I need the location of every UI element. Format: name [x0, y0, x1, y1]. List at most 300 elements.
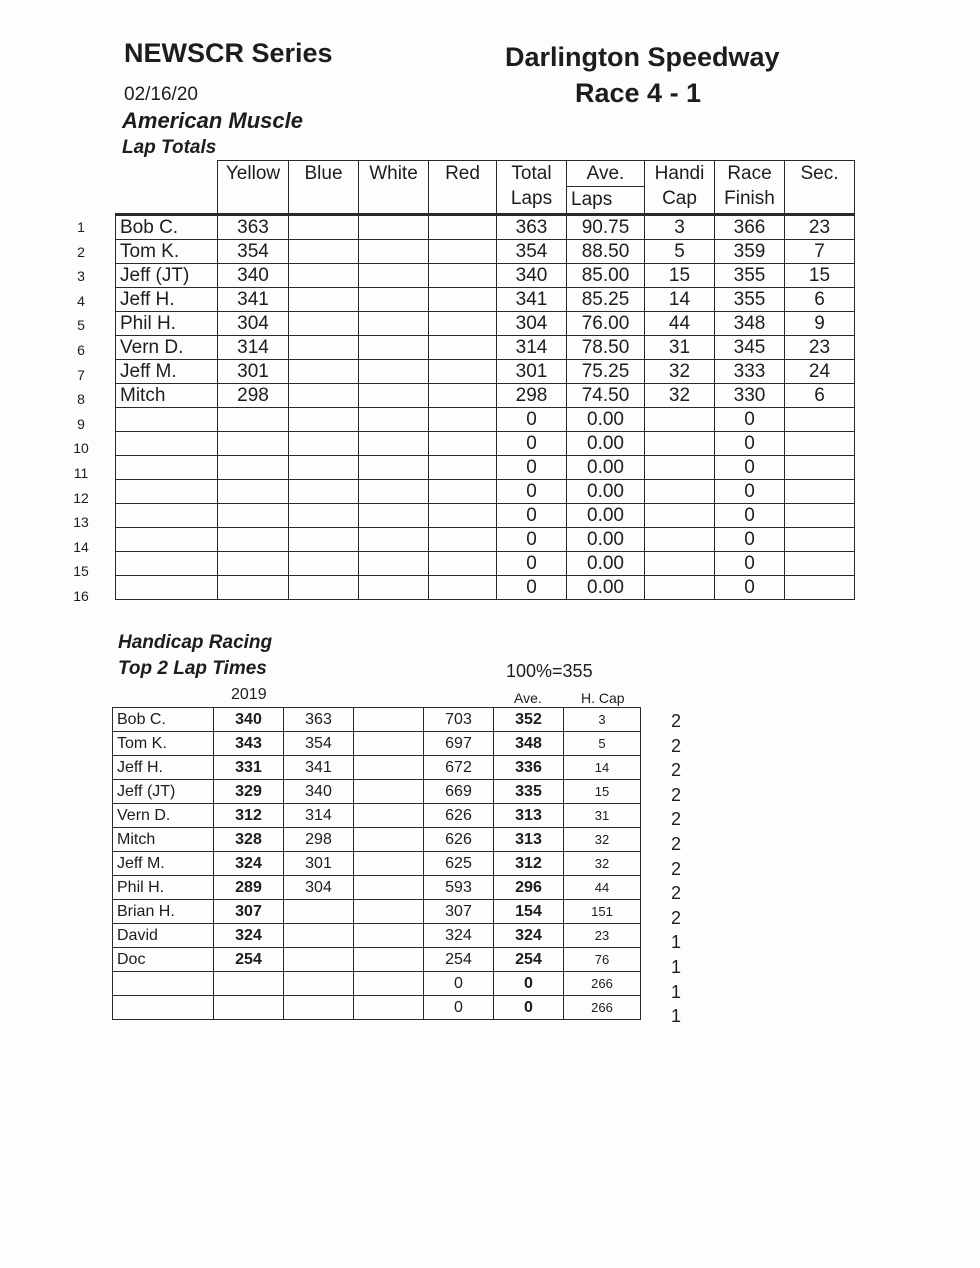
table-cell: 366 — [715, 215, 785, 240]
column-header-line1: Ave. — [586, 163, 625, 184]
table-cell — [289, 312, 359, 336]
table-cell: 0.00 — [567, 576, 645, 600]
table-cell — [359, 480, 429, 504]
row-number: 9 — [77, 415, 85, 432]
table-cell: 78.50 — [567, 336, 645, 360]
table-cell: 314 — [497, 336, 567, 360]
table-cell — [354, 876, 424, 900]
table-cell: 298 — [497, 384, 567, 408]
column-header — [567, 161, 645, 215]
column-header-line1: Blue — [304, 163, 343, 184]
table-cell: 0 — [497, 480, 567, 504]
table-cell: 304 — [284, 876, 354, 900]
driver-name: Tom K. — [116, 240, 218, 264]
table-cell — [429, 312, 497, 336]
table-cell: 626 — [424, 804, 494, 828]
table-cell — [645, 552, 715, 576]
table-cell — [429, 384, 497, 408]
series-title: NEWSCR Series — [124, 38, 333, 68]
row-number: 16 — [73, 587, 89, 604]
table-cell — [785, 456, 855, 480]
table-cell — [429, 504, 497, 528]
table-cell: 324 — [214, 852, 284, 876]
table-cell: 24 — [785, 360, 855, 384]
row-numbers — [68, 216, 94, 610]
column-header — [645, 161, 715, 215]
race-count: 2 — [670, 809, 681, 830]
table-cell — [289, 576, 359, 600]
table-cell: 0.00 — [567, 504, 645, 528]
column-header-line2: Laps — [567, 186, 644, 212]
race-count: 2 — [670, 858, 681, 879]
table-cell: 329 — [214, 780, 284, 804]
column-header — [497, 161, 567, 215]
table-cell: 5 — [645, 240, 715, 264]
table-cell: 298 — [218, 384, 289, 408]
table-cell: 354 — [284, 732, 354, 756]
table-cell — [214, 996, 284, 1020]
table-cell: 340 — [284, 780, 354, 804]
table-row — [116, 264, 855, 288]
race-count: 2 — [670, 907, 681, 928]
table-cell: 298 — [284, 828, 354, 852]
table-cell: 32 — [645, 360, 715, 384]
table-row — [116, 408, 855, 432]
table-cell: 333 — [715, 360, 785, 384]
table-cell: 312 — [214, 804, 284, 828]
table-cell — [429, 552, 497, 576]
table-cell — [359, 408, 429, 432]
race-count: 2 — [670, 711, 681, 731]
table-cell — [429, 215, 497, 240]
table-cell — [645, 504, 715, 528]
table-cell: 314 — [284, 804, 354, 828]
top-two-title: Top 2 Lap Times — [118, 658, 267, 679]
driver-name: Jeff (JT) — [116, 264, 218, 288]
table-cell: 254 — [424, 948, 494, 972]
table-cell — [354, 948, 424, 972]
table-cell: 312 — [494, 852, 564, 876]
race-number: Race 4 - 1 — [575, 78, 702, 108]
driver-name: Bob C. — [113, 708, 214, 732]
table-cell — [289, 504, 359, 528]
table-cell — [429, 528, 497, 552]
table-row — [116, 528, 855, 552]
table-cell: 0 — [497, 432, 567, 456]
class-name: American Muscle — [122, 108, 303, 133]
table-cell: 313 — [494, 804, 564, 828]
table-cell: 75.25 — [567, 360, 645, 384]
table-cell: 154 — [494, 900, 564, 924]
table-cell: 9 — [785, 312, 855, 336]
driver-name — [116, 432, 218, 456]
table-cell: 307 — [214, 900, 284, 924]
table-cell — [214, 972, 284, 996]
table-cell — [218, 576, 289, 600]
column-header — [359, 161, 429, 215]
column-header-line2: Cap — [662, 188, 697, 209]
table-cell: 31 — [645, 336, 715, 360]
table-cell — [354, 756, 424, 780]
column-header — [429, 161, 497, 215]
table-cell — [359, 504, 429, 528]
table-row — [116, 240, 855, 264]
table-cell — [429, 408, 497, 432]
table-row — [116, 215, 855, 240]
table-cell — [218, 432, 289, 456]
table-cell: 328 — [214, 828, 284, 852]
column-header-line2: Finish — [724, 188, 775, 209]
table-cell: 32 — [564, 828, 641, 852]
race-counts — [664, 709, 688, 1029]
table-cell — [289, 336, 359, 360]
table-row — [116, 336, 855, 360]
driver-name — [113, 972, 214, 996]
table-cell: 0.00 — [567, 528, 645, 552]
table-cell: 0 — [715, 456, 785, 480]
table-cell — [429, 360, 497, 384]
hcap-label: H. Cap — [581, 690, 625, 706]
driver-name — [113, 996, 214, 1020]
table-cell: 0 — [497, 528, 567, 552]
table-cell — [354, 924, 424, 948]
column-header-line1: Yellow — [225, 163, 281, 184]
row-number: 4 — [77, 292, 85, 309]
row-number: 11 — [73, 464, 89, 481]
table-cell — [289, 215, 359, 240]
table-cell: 324 — [494, 924, 564, 948]
table-cell: 354 — [218, 240, 289, 264]
column-header-line1: Race — [727, 163, 772, 184]
table-cell: 266 — [564, 996, 641, 1020]
driver-name: Jeff (JT) — [113, 780, 214, 804]
table-cell: 23 — [785, 215, 855, 240]
driver-name: David — [113, 924, 214, 948]
table-row — [116, 456, 855, 480]
table-cell: 341 — [218, 288, 289, 312]
table-cell — [429, 240, 497, 264]
column-header — [715, 161, 785, 215]
table-cell: 254 — [214, 948, 284, 972]
race-count: 2 — [670, 883, 681, 904]
table-cell: 3 — [564, 708, 641, 732]
table-cell — [785, 504, 855, 528]
table-cell: 0 — [497, 504, 567, 528]
table-cell — [354, 828, 424, 852]
table-cell — [359, 336, 429, 360]
table-cell: 0 — [715, 480, 785, 504]
column-header — [785, 161, 855, 215]
table-cell — [645, 528, 715, 552]
table-row — [116, 432, 855, 456]
table-cell — [289, 528, 359, 552]
table-row — [116, 360, 855, 384]
table-cell: 313 — [494, 828, 564, 852]
table-cell: 296 — [494, 876, 564, 900]
table-cell — [354, 972, 424, 996]
column-header — [289, 161, 359, 215]
table-cell: 304 — [218, 312, 289, 336]
table-cell — [218, 528, 289, 552]
race-count: 1 — [670, 956, 681, 977]
table-cell: 0 — [424, 996, 494, 1020]
table-row — [113, 900, 641, 924]
table-cell — [354, 708, 424, 732]
driver-name — [116, 528, 218, 552]
table-cell: 0.00 — [567, 408, 645, 432]
row-number: 6 — [77, 341, 85, 358]
driver-name: Jeff M. — [113, 852, 214, 876]
table-cell: 697 — [424, 732, 494, 756]
table-cell — [359, 360, 429, 384]
race-count: 2 — [670, 760, 681, 781]
row-number: 5 — [77, 317, 85, 334]
row-number: 7 — [77, 366, 85, 383]
lap-totals-title: Lap Totals — [122, 137, 217, 158]
handicap-title: Handicap Racing — [118, 632, 273, 653]
table-cell — [354, 804, 424, 828]
table-cell: 625 — [424, 852, 494, 876]
driver-name: Phil H. — [113, 876, 214, 900]
table-row — [113, 996, 641, 1020]
table-cell: 626 — [424, 828, 494, 852]
driver-name: Mitch — [113, 828, 214, 852]
table-cell: 44 — [645, 312, 715, 336]
table-cell: 355 — [715, 264, 785, 288]
table-cell — [785, 528, 855, 552]
table-cell: 340 — [497, 264, 567, 288]
table-cell: 330 — [715, 384, 785, 408]
lap-totals-table — [115, 160, 855, 600]
table-cell — [429, 456, 497, 480]
column-header-line1: Red — [445, 163, 480, 184]
table-cell — [289, 456, 359, 480]
table-cell — [354, 900, 424, 924]
table-cell: 14 — [564, 756, 641, 780]
table-cell: 0 — [715, 408, 785, 432]
table-cell — [645, 456, 715, 480]
table-cell — [218, 408, 289, 432]
column-header-line1: Total — [511, 163, 552, 184]
driver-name: Bob C. — [116, 215, 218, 240]
race-count: 1 — [670, 981, 681, 1002]
table-cell: 354 — [497, 240, 567, 264]
table-cell: 289 — [214, 876, 284, 900]
table-cell — [429, 576, 497, 600]
table-cell: 85.25 — [567, 288, 645, 312]
table-cell: 0.00 — [567, 456, 645, 480]
table-cell: 355 — [715, 288, 785, 312]
table-cell — [289, 552, 359, 576]
row-number: 15 — [73, 563, 89, 580]
table-cell: 669 — [424, 780, 494, 804]
table-cell: 363 — [218, 215, 289, 240]
row-number: 14 — [73, 538, 89, 555]
table-cell: 0 — [715, 432, 785, 456]
table-cell: 341 — [497, 288, 567, 312]
table-cell: 32 — [645, 384, 715, 408]
race-count: 1 — [670, 1006, 681, 1027]
table-row — [116, 504, 855, 528]
handicap-table — [112, 707, 641, 1020]
table-cell: 0 — [715, 528, 785, 552]
table-cell — [354, 732, 424, 756]
table-row — [116, 288, 855, 312]
table-cell: 0 — [715, 576, 785, 600]
table-cell — [359, 552, 429, 576]
race-count: 1 — [670, 932, 681, 953]
driver-name — [116, 456, 218, 480]
table-cell — [289, 240, 359, 264]
table-cell — [359, 576, 429, 600]
table-cell: 266 — [564, 972, 641, 996]
table-cell — [289, 384, 359, 408]
table-cell — [359, 456, 429, 480]
table-row — [116, 384, 855, 408]
table-row — [116, 552, 855, 576]
table-cell — [354, 852, 424, 876]
table-cell: 0 — [494, 996, 564, 1020]
table-cell — [359, 384, 429, 408]
table-cell: 5 — [564, 732, 641, 756]
table-cell: 85.00 — [567, 264, 645, 288]
row-number: 10 — [73, 440, 89, 457]
table-cell: 0 — [715, 504, 785, 528]
table-cell: 76 — [564, 948, 641, 972]
table-cell: 331 — [214, 756, 284, 780]
table-row — [116, 576, 855, 600]
table-cell: 336 — [494, 756, 564, 780]
table-cell: 23 — [564, 924, 641, 948]
table-row — [113, 876, 641, 900]
table-cell — [645, 576, 715, 600]
table-cell — [289, 480, 359, 504]
driver-name — [116, 408, 218, 432]
table-cell — [645, 432, 715, 456]
table-cell — [284, 996, 354, 1020]
table-cell — [218, 552, 289, 576]
table-cell — [359, 215, 429, 240]
table-cell — [218, 480, 289, 504]
driver-name: Vern D. — [113, 804, 214, 828]
table-row — [113, 828, 641, 852]
table-row — [116, 312, 855, 336]
table-row — [113, 852, 641, 876]
table-cell — [429, 264, 497, 288]
column-header — [218, 161, 289, 215]
table-cell — [359, 240, 429, 264]
table-cell — [359, 288, 429, 312]
table-cell: 0.00 — [567, 552, 645, 576]
table-cell — [289, 432, 359, 456]
table-cell: 76.00 — [567, 312, 645, 336]
table-cell: 301 — [218, 360, 289, 384]
table-cell: 345 — [715, 336, 785, 360]
table-cell — [429, 288, 497, 312]
table-cell — [359, 264, 429, 288]
table-row — [113, 924, 641, 948]
table-cell — [785, 552, 855, 576]
column-header-line1: Handi — [654, 163, 705, 184]
table-cell — [785, 408, 855, 432]
table-cell: 0.00 — [567, 432, 645, 456]
table-cell — [289, 264, 359, 288]
table-cell: 15 — [645, 264, 715, 288]
table-cell — [289, 408, 359, 432]
table-cell: 7 — [785, 240, 855, 264]
table-cell: 0.00 — [567, 480, 645, 504]
table-cell: 0 — [715, 552, 785, 576]
table-cell — [289, 360, 359, 384]
table-cell: 0 — [497, 576, 567, 600]
driver-name — [116, 552, 218, 576]
table-cell — [359, 528, 429, 552]
race-count: 2 — [670, 833, 681, 854]
table-cell: 340 — [218, 264, 289, 288]
table-cell: 3 — [645, 215, 715, 240]
race-date: 02/16/20 — [124, 84, 198, 105]
table-cell: 363 — [284, 708, 354, 732]
year-label: 2019 — [231, 686, 267, 703]
table-cell: 0 — [424, 972, 494, 996]
ave-label: Ave. — [514, 690, 542, 706]
driver-name: Phil H. — [116, 312, 218, 336]
table-cell: 74.50 — [567, 384, 645, 408]
table-row — [116, 480, 855, 504]
row-number: 1 — [77, 219, 85, 235]
column-header-line1: White — [369, 163, 418, 184]
table-cell: 6 — [785, 384, 855, 408]
table-cell — [359, 432, 429, 456]
table-cell: 254 — [494, 948, 564, 972]
table-cell: 348 — [494, 732, 564, 756]
table-cell — [429, 432, 497, 456]
row-number: 12 — [73, 489, 89, 506]
table-cell: 340 — [214, 708, 284, 732]
table-cell: 703 — [424, 708, 494, 732]
table-cell — [429, 480, 497, 504]
driver-name: Jeff M. — [116, 360, 218, 384]
table-cell — [645, 408, 715, 432]
driver-name — [116, 480, 218, 504]
driver-name: Mitch — [116, 384, 218, 408]
race-count: 2 — [670, 735, 681, 756]
table-cell: 90.75 — [567, 215, 645, 240]
table-cell: 32 — [564, 852, 641, 876]
driver-name: Jeff H. — [116, 288, 218, 312]
table-cell — [645, 480, 715, 504]
header-empty-cell — [116, 161, 218, 215]
driver-name: Vern D. — [116, 336, 218, 360]
table-cell: 307 — [424, 900, 494, 924]
table-cell: 672 — [424, 756, 494, 780]
row-number: 3 — [77, 268, 85, 285]
table-cell: 88.50 — [567, 240, 645, 264]
table-cell: 324 — [214, 924, 284, 948]
driver-name — [116, 504, 218, 528]
table-cell: 314 — [218, 336, 289, 360]
table-row — [113, 732, 641, 756]
column-header-line1: Sec. — [800, 163, 839, 184]
driver-name: Brian H. — [113, 900, 214, 924]
table-cell — [785, 432, 855, 456]
table-cell: 151 — [564, 900, 641, 924]
table-cell: 15 — [564, 780, 641, 804]
table-cell: 593 — [424, 876, 494, 900]
table-cell — [354, 996, 424, 1020]
table-cell: 343 — [214, 732, 284, 756]
table-cell: 341 — [284, 756, 354, 780]
